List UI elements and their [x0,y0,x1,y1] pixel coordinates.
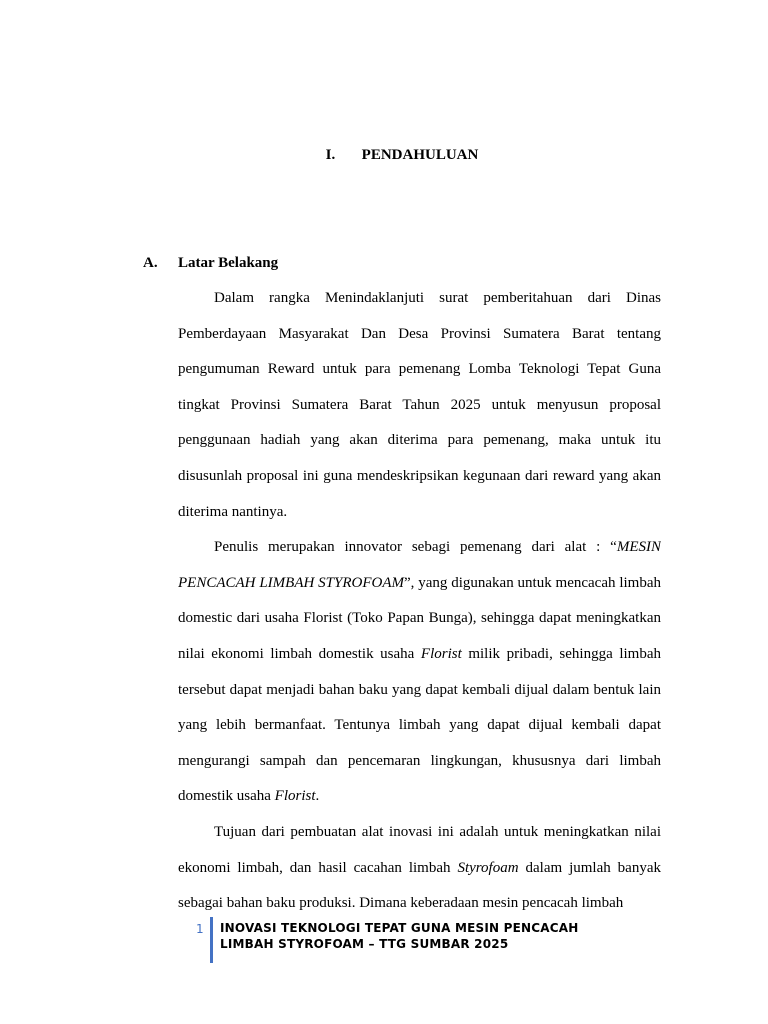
italic-term: MESIN PENCACAH LIMBAH STYROFOAM [178,539,661,591]
paragraph: Dalam rangka Menindaklanjuti surat pemberitahuan dari Dinas Pemberdayaan Masyarakat Dan Desa Provinsi Sumatera Barat tentang pengumuman Reward untuk para pemenang Lomba Teknologi Tepat Guna tingkat Provinsi Sumatera Barat Tahun 2025 untuk menyusun proposal penggunaan hadiah yang akan diterima para pemenang, maka untuk itu disusunlah proposal ini guna mendeskripsikan kegunaan dari reward yang akan diterima nantinya. [178,290,661,520]
page-number: 1 [196,922,204,936]
footer-divider [210,917,213,963]
italic-term: Styrofoam [457,859,519,876]
footer-text [220,917,579,952]
chapter-title-text: PENDAHULUAN [361,147,479,163]
page-footer [196,917,579,963]
paragraph: Penulis merupakan innovator sebagi pemenang dari alat : “MESIN PENCACAH LIMBAH STYROFOAM”, yang digunakan untuk mencacah limbah domestic dari usaha Florist (Toko Papan Bunga), sehingga dapat meningkatkan nilai ekonomi limbah domestik usaha Florist milik pribadi, sehingga limbah tersebut dapat menjadi bahan baku yang dapat kembali dijual dalam bentuk lain yang lebih bermanfaat. Tentunya limbah yang dapat dijual kembali dapat mengurangi sampah dan pencemaran lingkungan, khususnya dari limbah domestik usaha Florist. [178,539,661,805]
footer-line-1: INOVASI TEKNOLOGI TEPAT GUNA MESIN PENCACAH [220,921,579,935]
section-title: Latar Belakang [178,255,279,271]
chapter-number: I. [325,147,336,163]
section-heading [143,253,278,273]
paragraph: Tujuan dari pembuatan alat inovasi ini adalah untuk meningkatkan nilai ekonomi limbah, dan hasil cacahan limbah Styrofoam dalam jumlah banyak sebagai bahan baku produksi. Dimana keberadaan mesin pencacah limbah [178,823,661,912]
footer-line-2: LIMBAH STYROFOAM – TTG SUMBAR 2025 [220,936,509,951]
section-letter: A. [143,255,158,271]
chapter-title [0,145,768,165]
body-text [178,281,661,917]
italic-term: Florist [274,788,316,805]
italic-term: Florist [420,645,462,662]
